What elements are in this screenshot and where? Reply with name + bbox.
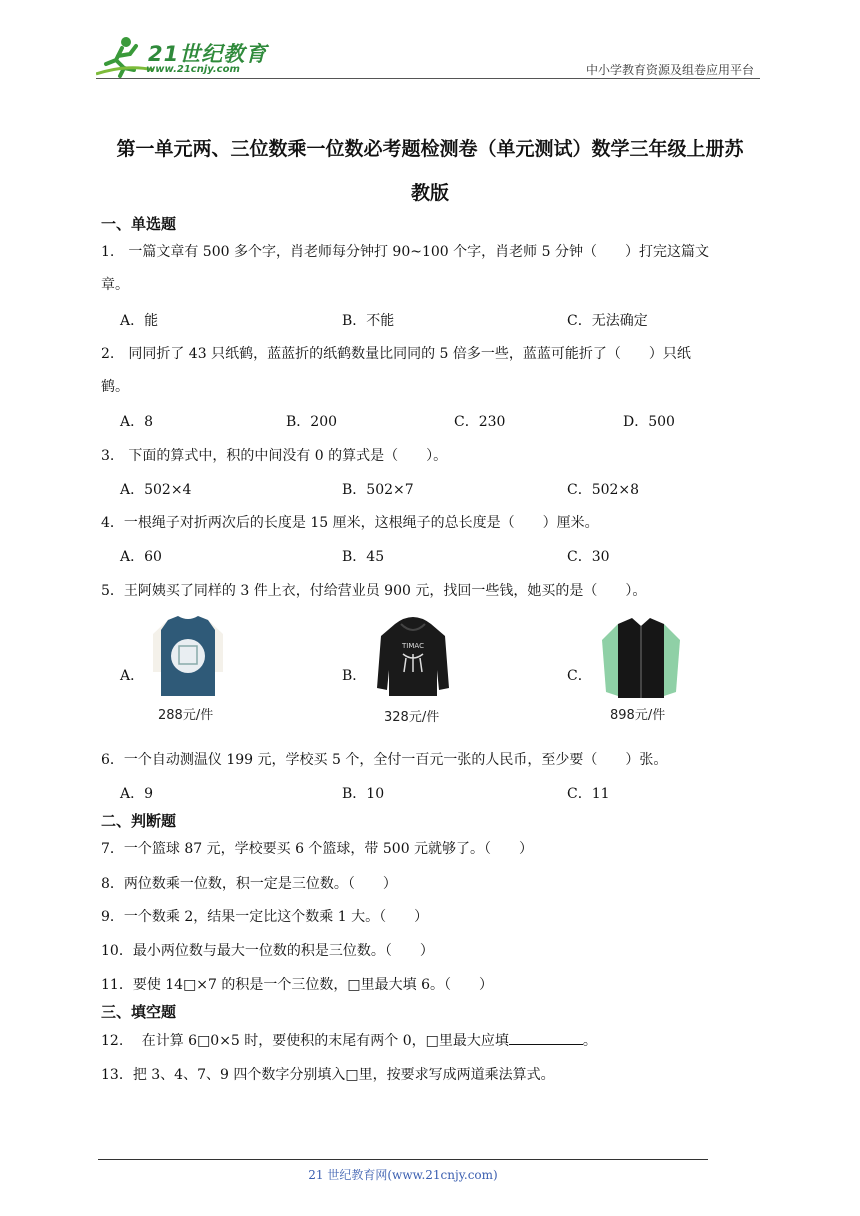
- blue-sweater-image: [143, 612, 223, 702]
- q6-option-a[interactable]: A．9: [120, 786, 154, 802]
- footer-divider: [98, 1159, 708, 1160]
- section-heading-fill-blank: 三、填空题: [101, 1003, 177, 1021]
- q3-option-c[interactable]: C．502×8: [567, 482, 640, 498]
- q4-option-c[interactable]: C．30: [567, 549, 610, 565]
- q4-option-b[interactable]: B．45: [342, 549, 385, 565]
- black-jacket-image: [596, 612, 676, 702]
- q1-option-a[interactable]: A．能: [120, 313, 159, 329]
- q5-option-b[interactable]: B．: [342, 668, 367, 684]
- page-title-line1: 第一单元两、三位数乘一位数必考题检测卷（单元测试）数学三年级上册苏: [116, 138, 744, 160]
- footer-link[interactable]: 21 世纪教育网(www.21cnjy.com): [308, 1168, 498, 1182]
- q5-price-c: 898元/件: [610, 708, 666, 723]
- q3-option-b[interactable]: B．502×7: [342, 482, 414, 498]
- question-3-text: 3. 下面的算式中，积的中间没有 0 的算式是（ ）。: [101, 448, 448, 464]
- q2-option-d[interactable]: D．500: [623, 414, 675, 430]
- header-platform-text: 中小学教育资源及组卷应用平台: [585, 63, 754, 77]
- question-12: [101, 1030, 597, 1050]
- q4-option-a[interactable]: A．60: [120, 549, 162, 565]
- question-9-text: 9．一个数乘 2，结果一定比这个数乘 1 大。（ ）: [101, 909, 429, 925]
- q2-option-a[interactable]: A．8: [120, 414, 154, 430]
- question-2-text-cont: 鹤。: [101, 379, 129, 395]
- question-12-end: 。: [582, 1033, 597, 1049]
- hoodie-brand-text: TIMAC: [402, 642, 424, 650]
- q6-option-c[interactable]: C．11: [567, 786, 610, 802]
- question-5-text: 5．王阿姨买了同样的 3 件上衣，付给营业员 900 元，找回一些钱，她买的是（ ）。: [101, 583, 647, 599]
- section-heading-single-choice: 一、单选题: [101, 215, 177, 233]
- q2-option-b[interactable]: B．200: [286, 414, 338, 430]
- q1-option-c[interactable]: C．无法确定: [567, 313, 648, 329]
- q3-option-a[interactable]: A．502×4: [120, 482, 192, 498]
- question-2-text: 2. 同同折了 43 只纸鹤，蓝蓝折的纸鹤数量比同同的 5 倍多一些，蓝蓝可能折了（ ）只纸: [101, 346, 691, 362]
- section-heading-true-false: 二、判断题: [101, 812, 177, 830]
- q6-option-b[interactable]: B．10: [342, 786, 385, 802]
- question-12-text: 12. 在计算 6□0×5 时，要使积的末尾有两个 0，□里最大应填: [101, 1033, 509, 1049]
- q5-price-a: 288元/件: [158, 708, 214, 723]
- q5-option-a[interactable]: A．: [120, 668, 145, 684]
- question-1-text: 1. 一篇文章有 500 多个字，肖老师每分钟打 90~100 个字，肖老师 5 分钟（ ）打完这篇文: [101, 244, 709, 260]
- logo-url: www.21cnjy.com: [146, 64, 240, 75]
- q12-answer-blank[interactable]: [509, 1030, 583, 1045]
- q1-option-b[interactable]: B．不能: [342, 313, 395, 329]
- q5-price-b: 328元/件: [384, 710, 440, 725]
- question-1-text-cont: 章。: [101, 277, 129, 293]
- question-8-text: 8．两位数乘一位数，积一定是三位数。（ ）: [101, 876, 397, 892]
- question-13-text: 13．把 3、4、7、9 四个数字分别填入□里，按要求写成两道乘法算式。: [101, 1067, 555, 1083]
- header-divider: [96, 78, 760, 79]
- logo-text: 21世纪教育: [148, 42, 268, 66]
- question-4-text: 4．一根绳子对折两次后的长度是 15 厘米，这根绳子的总长度是（ ）厘米。: [101, 515, 599, 531]
- question-6-text: 6．一个自动测温仪 199 元，学校买 5 个，全付一百元一张的人民币，至少要（ ）张。: [101, 752, 668, 768]
- page-title-line2: 教版: [410, 182, 449, 204]
- question-10-text: 10．最小两位数与最大一位数的积是三位数。（ ）: [101, 943, 434, 959]
- question-11-text: 11．要使 14□×7 的积是一个三位数，□里最大填 6。（ ）: [101, 977, 493, 993]
- question-7-text: 7．一个篮球 87 元，学校要买 6 个篮球，带 500 元就够了。（ ）: [101, 841, 534, 857]
- black-hoodie-image: [373, 610, 453, 700]
- q5-option-c[interactable]: C．: [567, 668, 592, 684]
- q2-option-c[interactable]: C．230: [454, 414, 506, 430]
